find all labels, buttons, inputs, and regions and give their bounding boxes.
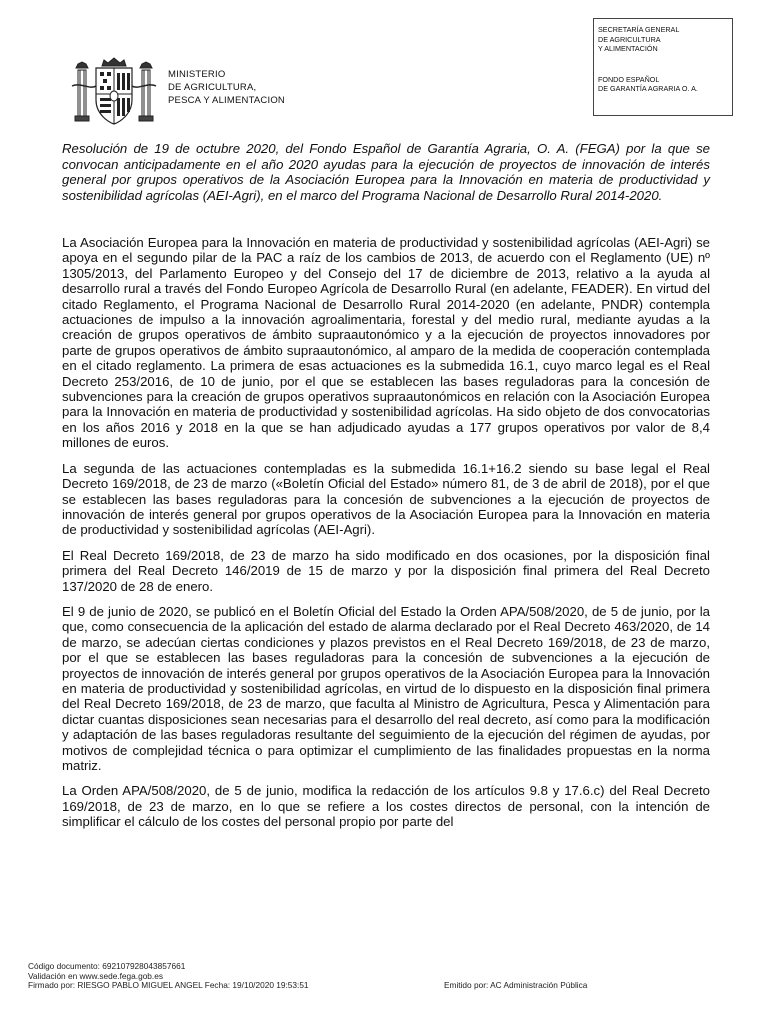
ministry-line: MINISTERIO <box>168 69 226 80</box>
agency-box <box>593 18 733 116</box>
paragraph: La Orden APA/508/2020, de 5 de junio, modifica la redacción de los artículos 9.8 y 17.6.c) del Real Decreto 169/2018, de 23 de marzo, en lo que se refiere a los costes directos de personal, con la intención de simplificar el cálculo de los costes del personal propio por parte del <box>62 783 710 830</box>
document-code: Código documento: 692107928043857661 <box>28 961 186 971</box>
secretaria-line: SECRETARÍA GENERAL <box>598 25 680 34</box>
ministry-name <box>168 68 285 107</box>
secretaria-line: DE AGRICULTURA <box>598 34 661 44</box>
fega-line: FONDO ESPAÑOL <box>598 74 660 84</box>
signed-by: Firmado por: RIESGO PABLO MIGUEL ANGEL Fecha: 19/10/2020 19:53:51 <box>28 980 309 991</box>
document-title: Resolución de 19 de octubre 2020, del Fondo Español de Garantía Agraria, O. A. (FEGA) por la que se convocan anticipadamente en el año 2020 ayudas para la ejecución de proyectos de innovación de interés general por grupos operativos de la Asociación Europea para la Innovación en materia de productividad y sostenibilidad agrícolas (AEI-Agri), en el marco del Programa Nacional de Desarrollo Rural 2014-2020. <box>62 141 710 203</box>
secretaria-line: Y ALIMENTACIÓN <box>598 44 658 53</box>
document-body <box>62 235 710 840</box>
signature-footer <box>28 962 748 991</box>
ministry-line: DE AGRICULTURA, <box>168 82 257 93</box>
paragraph: El 9 de junio de 2020, se publicó en el Boletín Oficial del Estado la Orden APA/508/2020, de 5 de junio, por la que, como consecuencia de la aplicación del estado de alarma declarado por el Real Decreto 463/2020, de 14 de marzo, se adecúan ciertas condiciones y plazos previstos en el Real Decreto 169/2018, de 23 de marzo, por el que se establecen las bases reguladoras para la concesión de subvenciones a la ejecución de proyectos de innovación de interés general por grupos operativos de la Asociación Europea para la Innovación en materia de productividad y sostenibilidad agrícolas, en virtud de lo dispuesto en la disposición final primera del Real Decreto 169/2018, de 23 de marzo, que faculta al Ministro de Agricultura, Pesca y Alimentación para dictar cuantas disposiciones sean necesarias para el desarrollo del real decreto, así como para la modificación y adaptación de las bases reguladoras resultante del seguimiento de la ejecución del régimen de ayudas, por motivos de complejidad técnica o para optimizar el cumplimiento de las finalidades propuestas en la norma matriz. <box>62 603 710 773</box>
ministry-line: PESCA Y ALIMENTACION <box>168 95 285 106</box>
paragraph: La Asociación Europea para la Innovación en materia de productividad y sostenibilidad agrícolas (AEI-Agri) se apoya en el segundo pilar de la PAC a raíz de los cambios de 2013, de acuerdo con el Reglamento (UE) nº 1305/2013, del Parlamento Europeo y del Consejo del 17 de diciembre de 2013, relativo a la ayuda al desarrollo rural a través del Fondo Europeo Agrícola de Desarrollo Rural (en adelante, FEADER). En virtud del citado Reglamento, el Programa Nacional de Desarrollo Rural 2014-2020 (en adelante, PNDR) contempla actuaciones de impulso a la innovación agroalimentaria, forestal y del medio rural, mediante ayudas a la creación de grupos operativos de ámbito supraautonómico y a la ejecución de proyectos innovadores por parte de grupos operativos de ámbito supraautonómico, al amparo de la medida de cooperación contemplada en el citado reglamento. La primera de esas actuaciones es la submedida 16.1, cuyo marco legal es el Real Decreto 253/2016, de 10 de junio, por el que se establecen las bases reguladoras para la concesión de subvenciones para la creación de grupos operativos supraautonómicos en relación con la Asociación Europea para la Innovación en materia de productividad y sostenibilidad agrícolas. Ha sido objeto de dos convocatorias en los años 2016 y 2018 en la que se han adjudicado ayudas a 177 grupos operativos por valor de 8,4 millones de euros. <box>62 235 710 451</box>
paragraph: El Real Decreto 169/2018, de 23 de marzo ha sido modificado en dos ocasiones, por la disposición final primera del Real Decreto 146/2019 de 15 de marzo y por la disposición final primera del Real Decreto 137/2020 de 28 de enero. <box>62 547 710 594</box>
coat-of-arms-icon <box>70 56 158 128</box>
fega-line: DE GARANTÍA AGRARIA O. A. <box>598 84 698 93</box>
issued-by: Emitido por: AC Administración Pública <box>444 980 588 990</box>
paragraph: La segunda de las actuaciones contempladas es la submedida 16.1+16.2 siendo su base legal el Real Decreto 169/2018, de 23 de marzo («Boletín Oficial del Estado» número 81, de 3 de abril de 2018), por el que se establecen las bases reguladoras para la concesión de subvenciones a la ejecución de proyectos de innovación de interés general por grupos operativos de la Asociación Europea para la Innovación en materia de productividad y sostenibilidad agrícolas (AEI-Agri). <box>62 460 710 538</box>
validation-link[interactable]: Validación en www.sede.fega.gob.es <box>28 970 163 981</box>
